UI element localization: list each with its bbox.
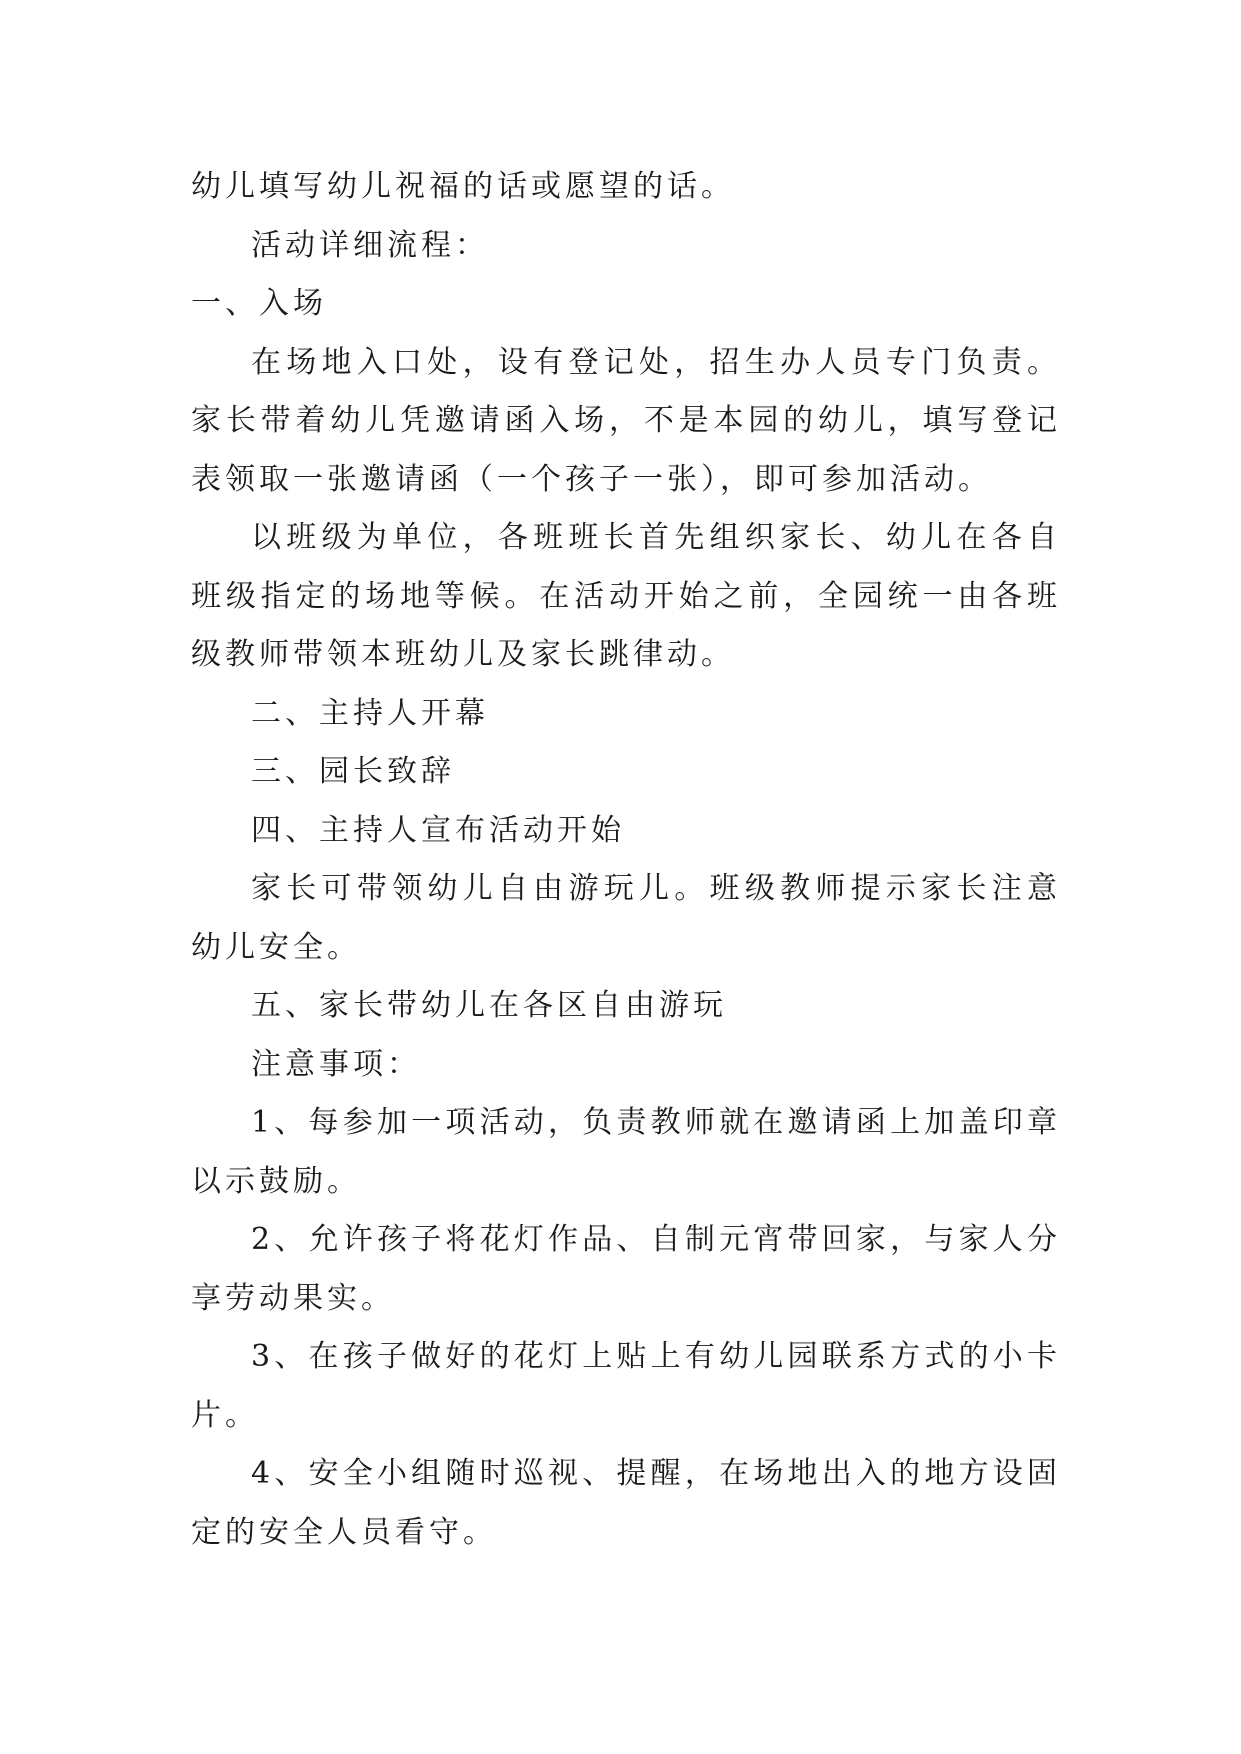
paragraph-step-principal-speech: 三、园长致辞 — [251, 754, 455, 789]
paragraph-step-entry: 一、入场 — [191, 286, 327, 321]
paragraph-wish-note: 幼儿填写幼儿祝福的话或愿望的话。 — [191, 169, 735, 204]
paragraph-notes-heading: 注意事项： — [251, 1046, 421, 1082]
paragraph-step-free-play: 五、家长带幼儿在各区自由游玩 — [251, 988, 727, 1023]
paragraph-note-1: 1、每参加一项活动，负责教师就在邀请函上加盖印章以示鼓励。 — [191, 1105, 1061, 1199]
paragraph-class-assembly: 以班级为单位，各班班长首先组织家长、幼儿在各自班级指定的场地等候。在活动开始之前，全园统一由各班级教师带领本班幼儿及家长跳律动。 — [191, 520, 1061, 672]
paragraph-note-2: 2、允许孩子将花灯作品、自制元宵带回家，与家人分享劳动果实。 — [191, 1222, 1061, 1316]
paragraph-step-activity-start: 四、主持人宣布活动开始 — [251, 812, 625, 848]
document-body — [191, 158, 1061, 1562]
paragraph-registration: 在场地入口处，设有登记处，招生办人员专门负责。家长带着幼儿凭邀请函入场，不是本园的幼儿，填写登记表领取一张邀请函（一个孩子一张），即可参加活动。 — [191, 344, 1061, 497]
paragraph-free-play-safety: 家长可带领幼儿自由游玩儿。班级教师提示家长注意幼儿安全。 — [191, 871, 1061, 965]
paragraph-process-heading: 活动详细流程： — [251, 227, 489, 263]
paragraph-step-host-opening: 二、主持人开幕 — [251, 695, 489, 731]
paragraph-note-4: 4、安全小组随时巡视、提醒，在场地出入的地方设固定的安全人员看守。 — [191, 1456, 1061, 1550]
paragraph-note-3: 3、在孩子做好的花灯上贴上有幼儿园联系方式的小卡片。 — [191, 1339, 1061, 1433]
